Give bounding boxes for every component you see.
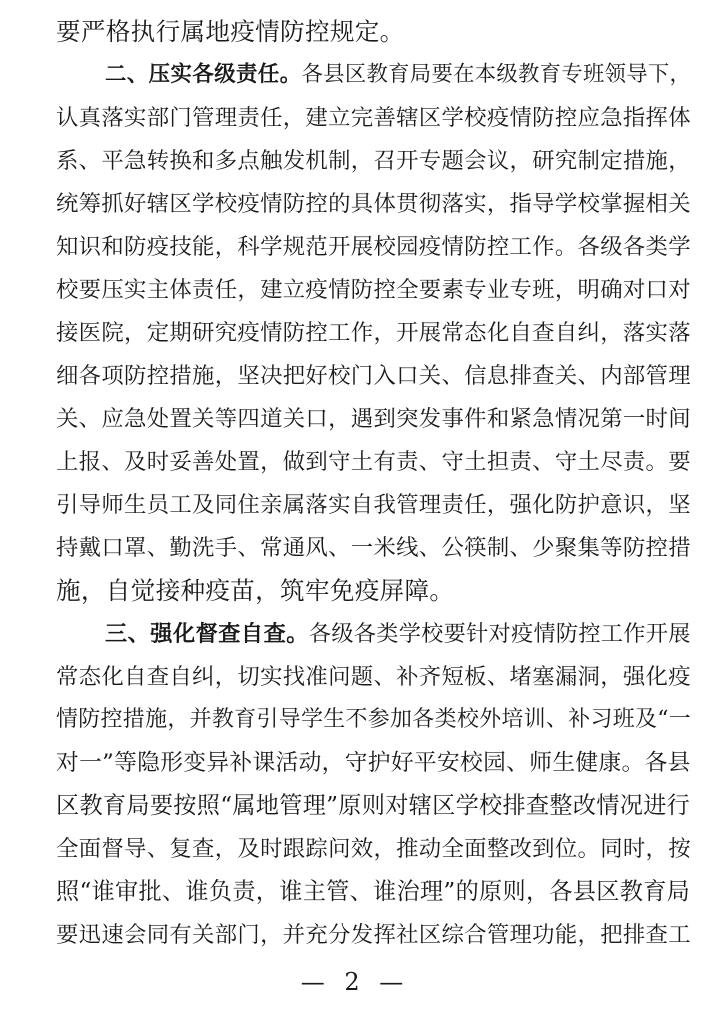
text-line: 对一”等隐形变异补课活动，守护好平安校园、师生健康。各县 [56, 750, 691, 776]
text-line: 校要压实主体责任，建立疫情防控全要素专业专班，明确对口对 [56, 277, 691, 303]
section-2-heading: 二、压实各级责任。 [105, 62, 302, 87]
section-2-lead-text: 各县区教育局要在本级教育专班领导下， [301, 62, 692, 87]
section-2-paragraph-start [105, 55, 691, 95]
text-line: 施，自觉接种疫苗，筑牢免疫屏障。 [56, 576, 455, 605]
text-line: 引导师生员工及同住亲属落实自我管理责任，强化防护意识，坚 [56, 492, 691, 518]
section-3-paragraph-start [105, 614, 691, 654]
text-line: 持戴口罩、勤洗手、常通风、一米线、公筷制、少聚集等防控措 [56, 535, 691, 561]
text-line: 知识和防疫技能，科学规范开展校园疫情防控工作。各级各类学 [56, 234, 691, 260]
text-line: 认真落实部门管理责任，建立完善辖区学校疫情防控应急指挥体 [56, 105, 691, 131]
text-line: 上报、及时妥善处置，做到守土有责、守土担责、守土尽责。要 [56, 449, 691, 475]
text-line: 情防控措施，并教育引导学生不参加各类校外培训、补习班及“一 [56, 707, 692, 732]
text-line: 区教育局要按照“属地管理”原则对辖区学校排查整改情况进行 [56, 792, 691, 819]
page-number: — 2 — [300, 968, 410, 996]
text-line: 全面督导、复查，及时跟踪问效，推动全面整改到位。同时，按 [56, 836, 691, 862]
text-line: 关、应急处置关等四道关口，遇到突发事件和紧急情况第一时间 [56, 406, 691, 432]
text-line: 常态化自查自纠，切实找准问题、补齐短板、堵塞漏洞，强化疫 [56, 664, 691, 690]
section-3-heading: 三、强化督查自查。 [105, 621, 309, 647]
text-line: 系、平急转换和多点触发机制，召开专题会议，研究制定措施， [56, 148, 691, 174]
text-line: 要迅速会同有关部门，并充分发挥社区综合管理功能，把排查工 [56, 922, 691, 948]
text-line: 照“谁审批、谁负责，谁主管、谁治理”的原则，各县区教育局 [56, 878, 691, 905]
text-line: 要严格执行属地疫情防控规定。 [56, 17, 405, 46]
text-line: 接医院，定期研究疫情防控工作，开展常态化自查自纠，落实落 [56, 320, 691, 346]
text-line: 统筹抓好辖区学校疫情防控的具体贯彻落实，指导学校掌握相关 [56, 191, 691, 217]
section-3-lead-text: 各级各类学校要针对疫情防控工作开展 [308, 621, 691, 647]
text-line: 细各项防控措施，坚决把好校门入口关、信息排查关、内部管理 [56, 363, 691, 389]
